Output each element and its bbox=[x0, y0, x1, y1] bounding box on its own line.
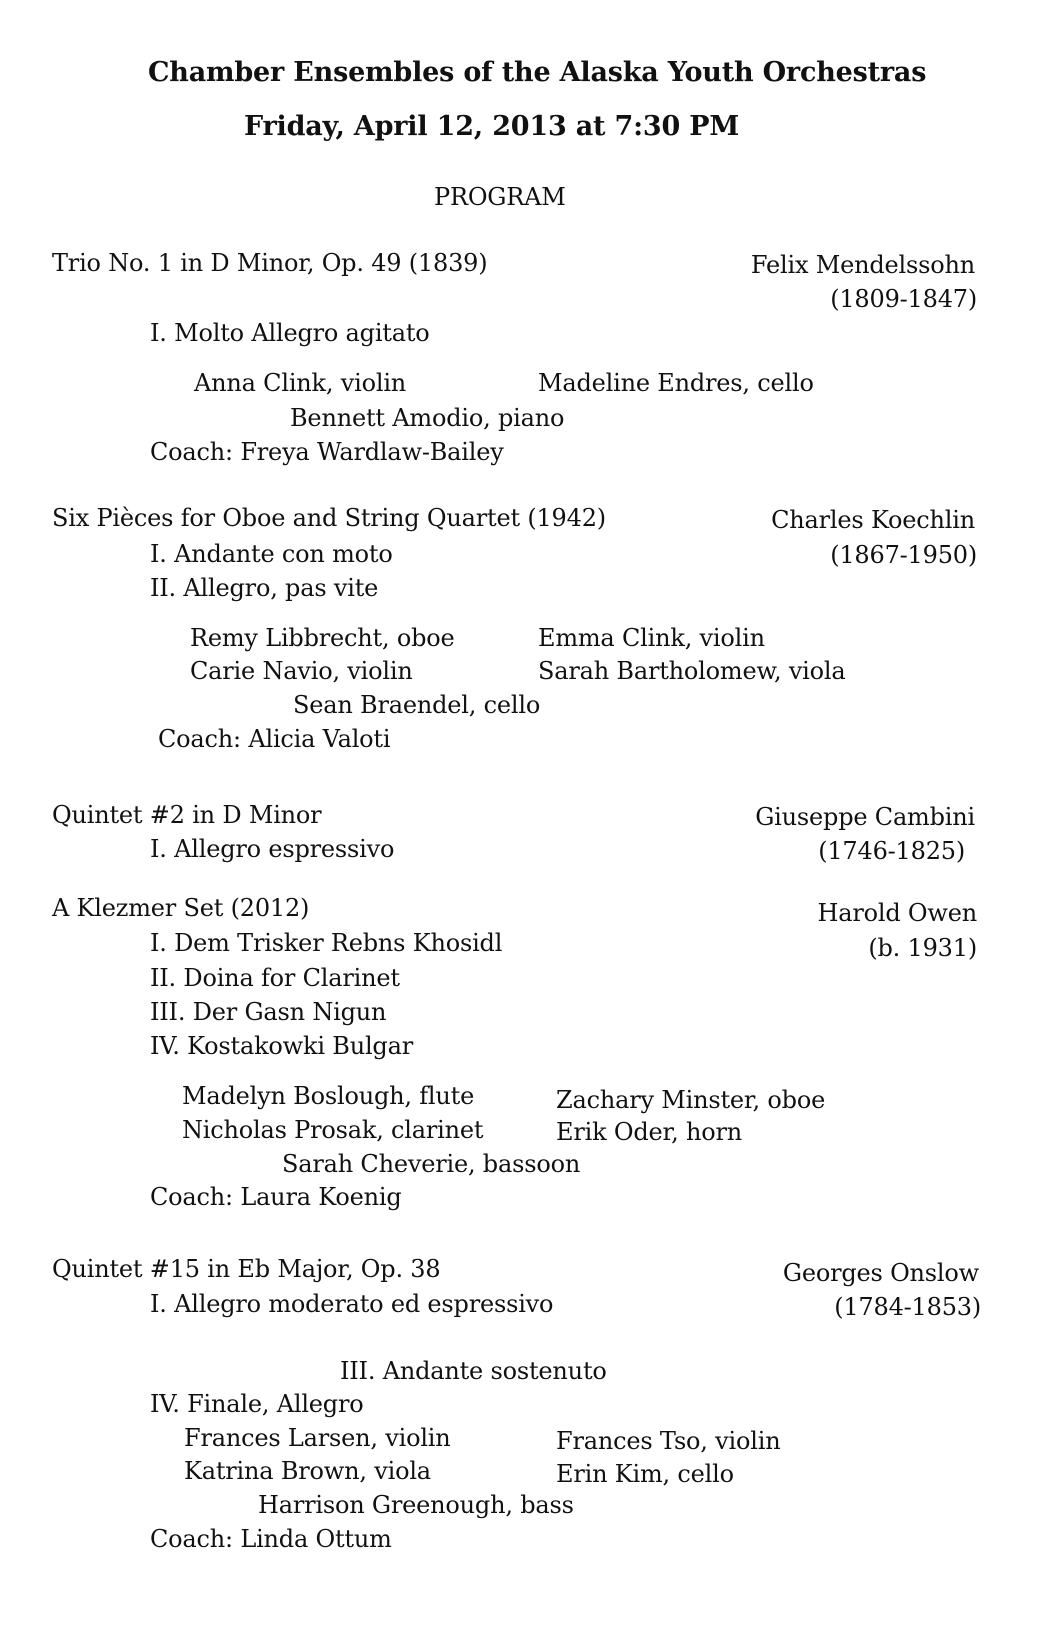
movement: IV. Finale, Allegro bbox=[150, 1390, 364, 1418]
piece-title: A Klezmer Set (2012) bbox=[52, 894, 310, 922]
performer: Harrison Greenough, bass bbox=[258, 1491, 574, 1519]
coach: Coach: Linda Ottum bbox=[150, 1525, 392, 1553]
movement: I. Andante con moto bbox=[150, 540, 393, 568]
piece-title: Quintet #2 in D Minor bbox=[52, 801, 322, 829]
composer-name: Giuseppe Cambini bbox=[755, 803, 975, 831]
movement: III. Andante sostenuto bbox=[340, 1357, 607, 1385]
concert-date: Friday, April 12, 2013 at 7:30 PM bbox=[244, 111, 740, 142]
program-heading: PROGRAM bbox=[434, 183, 566, 211]
movement: II. Doina for Clarinet bbox=[150, 964, 400, 992]
performer: Zachary Minster, oboe bbox=[556, 1086, 826, 1114]
movement: III. Der Gasn Nigun bbox=[150, 998, 387, 1026]
performer: Erin Kim, cello bbox=[556, 1460, 734, 1488]
movement: I. Molto Allegro agitato bbox=[150, 319, 430, 347]
movement: I. Dem Trisker Rebns Khosidl bbox=[150, 929, 503, 957]
composer-name: Georges Onslow bbox=[782, 1259, 979, 1287]
composer-dates: (b. 1931) bbox=[868, 934, 977, 962]
piece-title: Six Pièces for Oboe and String Quartet (1942) bbox=[52, 504, 606, 532]
performer: Sean Braendel, cello bbox=[293, 691, 541, 719]
performer: Sarah Cheverie, bassoon bbox=[282, 1150, 581, 1178]
performer: Madeline Endres, cello bbox=[538, 369, 814, 397]
performer: Carie Navio, violin bbox=[190, 657, 413, 685]
composer-name: Harold Owen bbox=[817, 899, 977, 927]
composer-dates: (1809-1847) bbox=[830, 285, 977, 313]
performer: Emma Clink, violin bbox=[538, 624, 765, 652]
movement: IV. Kostakowki Bulgar bbox=[150, 1032, 413, 1060]
performer: Katrina Brown, viola bbox=[184, 1457, 431, 1485]
performer: Madelyn Boslough, flute bbox=[182, 1082, 475, 1110]
performer: Frances Larsen, violin bbox=[184, 1424, 451, 1452]
coach: Coach: Freya Wardlaw-Bailey bbox=[150, 438, 504, 466]
piece-title: Trio No. 1 in D Minor, Op. 49 (1839) bbox=[52, 249, 488, 277]
performer: Frances Tso, violin bbox=[556, 1427, 781, 1455]
movement: I. Allegro espressivo bbox=[150, 835, 395, 863]
composer-dates: (1746-1825) bbox=[818, 837, 965, 865]
movement: I. Allegro moderato ed espressivo bbox=[150, 1290, 554, 1318]
coach: Coach: Laura Koenig bbox=[150, 1183, 402, 1211]
composer-dates: (1867-1950) bbox=[830, 541, 977, 569]
composer-name: Charles Koechlin bbox=[771, 506, 975, 534]
performer: Remy Libbrecht, oboe bbox=[190, 624, 455, 652]
performer: Sarah Bartholomew, viola bbox=[538, 657, 846, 685]
piece-title: Quintet #15 in Eb Major, Op. 38 bbox=[52, 1255, 441, 1283]
program-title: Chamber Ensembles of the Alaska Youth Orchestras bbox=[148, 57, 927, 88]
performer: Anna Clink, violin bbox=[194, 369, 407, 397]
composer-dates: (1784-1853) bbox=[834, 1293, 981, 1321]
performer: Nicholas Prosak, clarinet bbox=[182, 1116, 484, 1144]
performer: Bennett Amodio, piano bbox=[290, 404, 565, 432]
performer: Erik Oder, horn bbox=[556, 1118, 743, 1146]
coach: Coach: Alicia Valoti bbox=[158, 725, 391, 753]
composer-name: Felix Mendelssohn bbox=[750, 251, 975, 279]
movement: II. Allegro, pas vite bbox=[150, 574, 379, 602]
